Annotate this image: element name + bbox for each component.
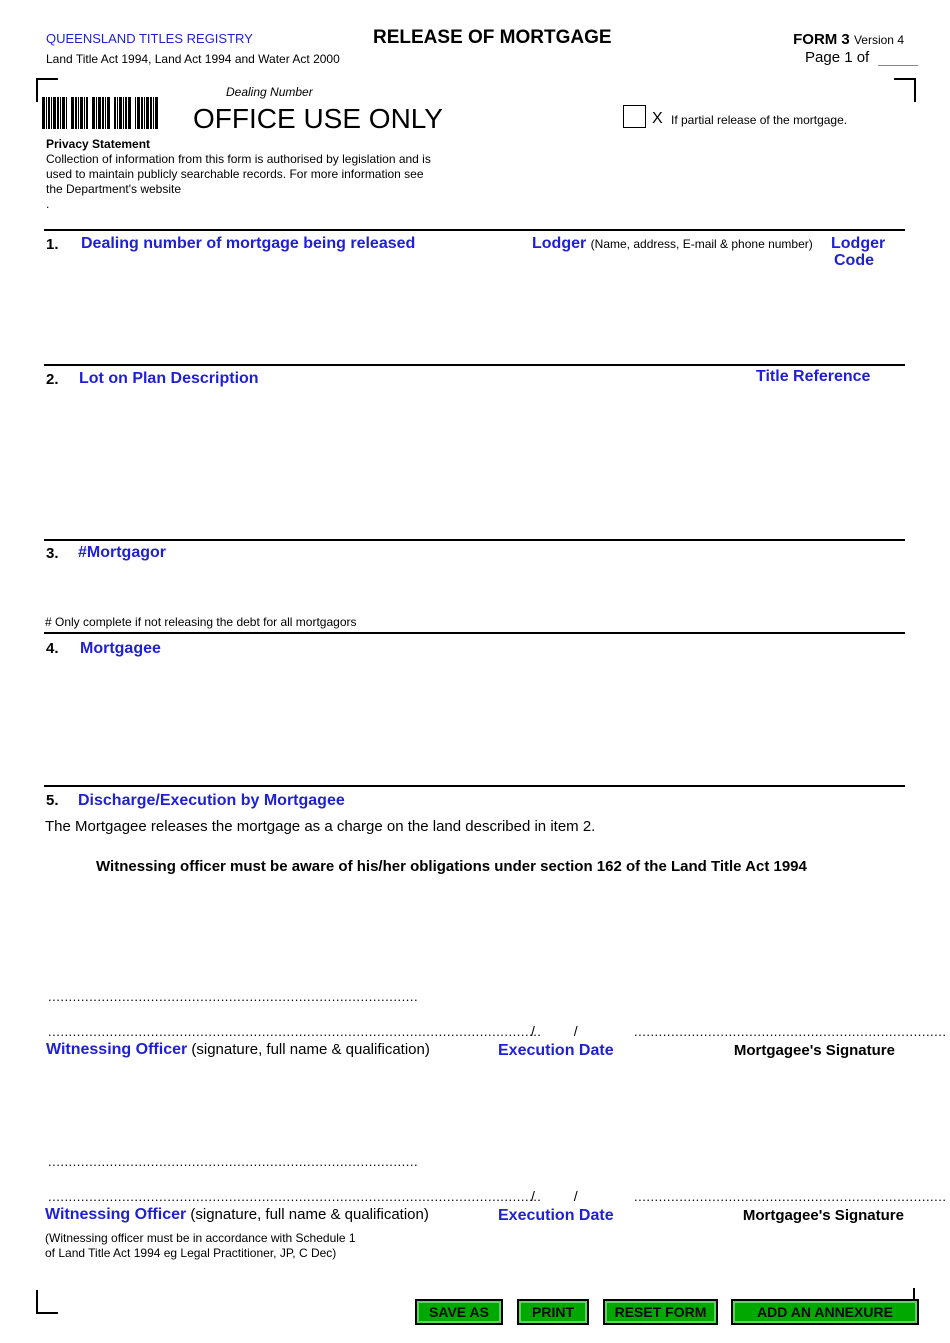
witness-label-2: Witnessing Officer (signature, full name & qualification) [45,1206,429,1223]
page-count-label: Page 1 of [805,49,870,66]
title-reference-field[interactable] [750,396,900,532]
privacy-title: Privacy Statement [46,137,151,151]
section-2-heading: Lot on Plan Description [79,370,259,387]
form-number: FORM 3 [793,31,850,48]
execution-date-label-2: Execution Date [498,1207,614,1224]
checkbox-mark: X [652,110,663,127]
execution-date-label-1: Execution Date [498,1042,614,1059]
print-button[interactable]: PRINT [517,1299,589,1325]
section-2-rule [44,364,905,366]
section-1-heading: Dealing number of mortgage being released [81,235,416,252]
corner-mark-bottom-left [36,1290,58,1314]
mortgagee-field[interactable] [46,665,896,777]
section-4-heading: Mortgagee [80,640,161,657]
governing-acts: Land Title Act 1994, Land Act 1994 and Water Act 2000 [46,52,340,66]
section-3-rule [44,539,905,541]
lodger-details-field[interactable] [532,262,822,358]
section-1-number: 1. [46,236,59,253]
mortgagor-field[interactable] [46,570,896,610]
form-title: RELEASE OF MORTGAGE [373,27,612,48]
mortgage-dealing-number-field[interactable] [46,262,516,358]
corner-mark-top-right [894,78,916,102]
page-total-field[interactable] [878,52,918,66]
partial-release-label: If partial release of the mortgage. [671,113,848,127]
registry-name: QUEENSLAND TITLES REGISTRY [46,31,253,46]
section-3-heading: #Mortgagor [78,544,166,561]
title-reference-heading: Title Reference [756,368,871,385]
lodger-heading: Lodger (Name, address, E-mail & phone number) [532,235,813,252]
witness-qualification-note: (Witnessing officer must be in accordance with Schedule 1 of Land Title Act 1994 eg Legal Practitioner, JP, C Dec) [45,1231,356,1260]
barcode-icon [42,97,188,129]
partial-release-checkbox[interactable] [623,105,646,128]
dealing-number-label: Dealing Number [226,85,313,99]
form-id [793,31,904,48]
form-version: Version 4 [853,33,904,47]
section-1-rule [44,229,905,231]
mortgagee-signature-label-2: Mortgagee's Signature [742,1207,904,1224]
section-5-rule [44,785,905,787]
add-annexure-button[interactable]: ADD AN ANNEXURE [731,1299,919,1325]
execution-date-field-2[interactable]: / / [531,1188,578,1204]
section-2-number: 2. [46,371,59,388]
lodger-code-heading-1: Lodger [831,235,886,252]
release-statement: The Mortgagee releases the mortgage as a charge on the land described in item 2. [45,818,596,835]
mortgagor-footnote: # Only complete if not releasing the debt for all mortgagors [45,615,357,629]
mortgagee-signature-label-1: Mortgagee's Signature [733,1042,895,1059]
execution-date-field-1[interactable]: / / [531,1023,578,1039]
section-5-heading: Discharge/Execution by Mortgagee [78,792,345,809]
save-as-button[interactable]: SAVE AS [415,1299,503,1325]
section-3-number: 3. [46,545,59,562]
witness-name-line-2[interactable]: .......................................................................................... [48,1154,419,1169]
witness-signature-line-1[interactable]: ........................................................................................................................ [48,1024,542,1039]
witness-notice: Witnessing officer must be aware of his/her obligations under section 162 of the Land Title Act 1994 [96,858,807,875]
witness-label-1: Witnessing Officer (signature, full name & qualification) [46,1041,430,1058]
office-use-only: OFFICE USE ONLY [193,103,443,134]
witness-name-line-1[interactable]: .......................................................................................... [48,989,419,1004]
privacy-text: Collection of information from this form is authorised by legislation and is used to maintain publicly searchable records. For more information see the Department's website . [46,152,431,211]
section-4-number: 4. [46,640,59,657]
mortgagee-signature-line-2[interactable]: ............................................................................ [634,1189,947,1204]
section-5-number: 5. [46,792,59,809]
mortgagee-signature-line-1[interactable]: ............................................................................ [634,1024,947,1039]
section-4-rule [44,632,905,634]
lodger-code-heading-2: Code [834,252,874,269]
witness-signature-line-2[interactable]: ........................................................................................................................ [48,1189,542,1204]
lot-on-plan-field[interactable] [46,396,736,532]
reset-form-button[interactable]: RESET FORM [603,1299,718,1325]
